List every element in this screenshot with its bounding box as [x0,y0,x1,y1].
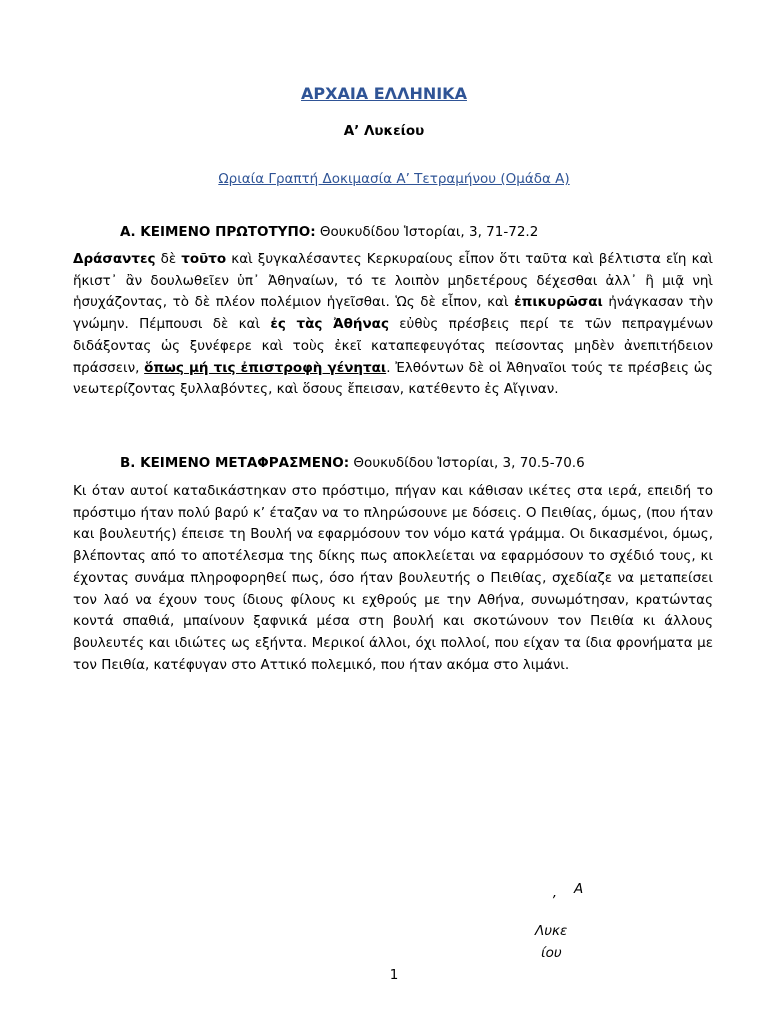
word-epikyrosai: ἐπικυρῶσαι [514,294,603,311]
footer-line-4: ίου [541,945,562,961]
phrase-es-tas-athinas: ἐς τὰς Ἀθήνας [270,316,389,333]
section-b-source: Θουκυδίδου Ἱστορίαι, 3, 70.5-70.6 [349,455,585,471]
class-level: Α’ Λυκείου [343,123,425,139]
exam-title: Ωριαία Γραπτή Δοκιμασία Α’ Τετραμήνου (Ομάδα Α) [218,171,570,187]
section-b-heading [120,455,585,471]
section-a-source: Θουκυδίδου Ἱστορίαι, 3, 71-72.2 [315,224,539,240]
section-a-heading [120,224,538,240]
footer-line-2: ’ [551,893,556,909]
word-drasantes: Δράσαντες [73,251,156,267]
section-b-label: Β. ΚΕΙΜΕΝΟ ΜΕΤΑΦΡΑΣΜΕΝΟ: [120,455,350,471]
section-b-text: Κι όταν αυτοί καταδικάστηκαν στο πρόστιμο, πήγαν και κάθισαν ικέτες στα ιερά, επειδή το πρόστιμο ήταν πολύ βαρύ κ’ έταζαν να το πληρώσουνε με δόσεις. Ο Πειθίας, όμως, (που ήταν και βουλευτής) έπεισε τη Βουλή να εφαρμόσουν τον νόμο κατά γράμμα. Οι δικασμένοι, όμως, βλέποντας από το αποτέλεσμα της δίκης πως αποκλείεται να εφαρμόσουν το σχέδιό τους, κι έχοντας συνάμα πληροφορηθεί πως, όσο ήταν βουλευτής ο Πειθίας, σχεδίαζε να μεταπείσει τον λαό να έχουν τους ίδιους φίλους κι εχθρούς με την Αθήνα, συνωμότησαν, κρατώντας κοντά σπαθιά, μπαίνουν ξαφνικά μέσα στη βουλή και σκοτώνουν τον Πειθία κι άλλους βουλευτές και ιδιώτες ως εξήντα. Μερικοί άλλοι, όχι πολλοί, που είχαν τα ίδια φρονήματα με τον Πειθία, κατέφυγαν στο Αττικό πολεμικό, που ήταν ακόμα στο λιμάνι. [73,483,713,673]
footer-line-3: Λυκε [535,923,568,939]
footer-line-1: Α [574,881,584,897]
page-number: 1 [389,967,399,983]
document-title: ΑΡΧΑΙΑ ΕΛΛΗΝΙΚΑ [301,84,467,103]
phrase-hopos-me: ὅπως μή τις ἐπιστροφὴ γένηται [144,359,387,376]
section-a-text: Δράσαντες δὲ τοῦτο καὶ ξυγκαλέσαντες Κερκυραίους εἶπον ὅτι ταῦτα καὶ βέλτιστα εἴη καὶ ἥκιστ᾽ ἂν δουλωθεῖεν ὑπ᾽ Ἀθηναίων, τό τε λοιπὸν μηδετέρους δέχεσθαι ἀλλ᾽ ἢ μιᾷ νηὶ ἡσυχάζοντας, τὸ δὲ πλέον πολέμιον ἡγεῖσθαι. Ὡς δὲ εἶπον, καὶ ἐπικυρῶσαι ἠνάγκασαν τὴν γνώμην. Πέμπουσι δὲ καὶ ἐς τὰς Ἀθήνας εὐθὺς πρέσβεις περί τε τῶν πεπραγμένων διδάξοντας ὡς ξυνέφερε καὶ τοὺς ἐκεῖ καταπεφευγότας πείσοντας μηδὲν ἀνεπιτήδειον πράσσειν, ὅπως μή τις ἐπιστροφὴ γένηται. Ἐλθόντων δὲ οἱ Ἀθηναῖοι τούς τε πρέσβεις ὡς νεωτερίζοντας ξυλλαβόντες, καὶ ὅσους ἔπεισαν, κατέθεντο ἐς Αἴγιναν. [73,251,714,398]
word-touto: τοῦτο [181,251,227,267]
section-a-label: Α. ΚΕΙΜΕΝΟ ΠΡΩΤΟΤΥΠΟ: [120,224,316,240]
